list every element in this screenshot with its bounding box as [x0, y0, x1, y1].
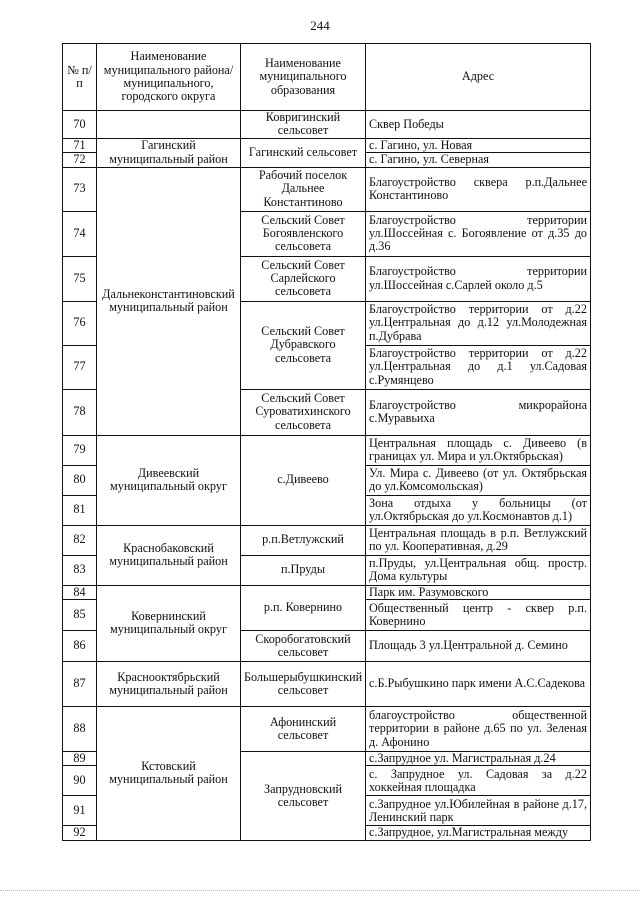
row-num: 84 — [63, 585, 97, 599]
row-municipal-formation: Сельский Совет Сарлейского сельсовета — [241, 256, 366, 301]
header-address: Адрес — [366, 44, 591, 111]
row-address: с. Гагино, ул. Новая — [366, 138, 591, 152]
table-row — [63, 707, 591, 752]
row-address: с.Запрудное ул. Магистральная д.24 — [366, 752, 591, 766]
row-municipal-district: Гагинский муниципальный район — [97, 138, 241, 167]
row-municipal-formation: п.Пруды — [241, 555, 366, 585]
header-num: № п/п — [63, 44, 97, 111]
row-num: 70 — [63, 111, 97, 139]
row-address: Благоустройство микрорайона с.Муравьиха — [366, 389, 591, 435]
row-num: 91 — [63, 796, 97, 826]
row-address: Благоустройство сквера р.п.Дальнее Константиново — [366, 167, 591, 211]
row-num: 88 — [63, 707, 97, 752]
row-address: с. Запрудное ул. Садовая за д.22 хоккейная площадка — [366, 766, 591, 796]
row-address: Благоустройство территории ул.Шоссейная с.Сарлей около д.5 — [366, 256, 591, 301]
table-row — [63, 138, 591, 152]
table-row — [63, 662, 591, 707]
row-address: Центральная площадь в р.п. Ветлужский по ул. Кооперативная, д.29 — [366, 525, 591, 555]
row-num: 83 — [63, 555, 97, 585]
row-num: 81 — [63, 495, 97, 525]
page-number: 244 — [310, 18, 330, 33]
row-address: Зона отдыха у больницы (от ул.Октябрьская до ул.Космонавтов д.1) — [366, 495, 591, 525]
row-address: Парк им. Разумовского — [366, 585, 591, 599]
table-row — [63, 167, 591, 211]
row-municipal-formation: р.п. Ковернино — [241, 585, 366, 630]
row-num: 80 — [63, 465, 97, 495]
row-municipal-district: Дальнеконстантиновский муниципальный район — [97, 167, 241, 435]
row-municipal-district — [97, 111, 241, 139]
row-municipal-formation: Сельский Совет Суроватихинского сельсовета — [241, 389, 366, 435]
row-municipal-district: Краснобаковский муниципальный район — [97, 525, 241, 585]
row-municipal-formation: Гагинский сельсовет — [241, 138, 366, 167]
row-address: Благоустройство территории от д.22 ул.Центральная до д.12 ул.Молодежная п.Дубрава — [366, 301, 591, 345]
table-row — [63, 435, 591, 465]
row-num: 86 — [63, 631, 97, 662]
row-address: с.Запрудное ул.Юбилейная в районе д.17, Ленинский парк — [366, 796, 591, 826]
row-num: 77 — [63, 345, 97, 389]
row-num: 75 — [63, 256, 97, 301]
table-header-row — [63, 44, 591, 111]
row-num: 73 — [63, 167, 97, 211]
row-num: 78 — [63, 389, 97, 435]
row-num: 72 — [63, 153, 97, 167]
registry-table — [62, 43, 591, 841]
header-municipal-district: Наименование муниципального района/ муниципального, городского округа — [97, 44, 241, 111]
row-address: Ул. Мира с. Дивеево (от ул. Октябрьская до ул.Комсомольская) — [366, 465, 591, 495]
table-row — [63, 585, 591, 599]
row-address: Площадь 3 ул.Центральной д. Семино — [366, 631, 591, 662]
table-row — [63, 111, 591, 139]
row-num: 89 — [63, 752, 97, 766]
row-municipal-district: Краснооктябрьский муниципальный район — [97, 662, 241, 707]
row-address: с.Запрудное, ул.Магистральная между — [366, 826, 591, 840]
row-address: Сквер Победы — [366, 111, 591, 139]
row-address: Благоустройство территории ул.Шоссейная с. Богоявление от д.35 до д.36 — [366, 211, 591, 256]
row-address: Центральная площадь с. Дивеево (в границах ул. Мира и ул.Октябрьская) — [366, 435, 591, 465]
row-municipal-district: Кстовский муниципальный район — [97, 707, 241, 841]
row-municipal-formation: Большерыбушкинский сельсовет — [241, 662, 366, 707]
row-municipal-formation: Ковригинский сельсовет — [241, 111, 366, 139]
row-num: 85 — [63, 600, 97, 631]
row-num: 71 — [63, 138, 97, 152]
header-municipal-formation: Наименование муниципального образования — [241, 44, 366, 111]
row-municipal-formation: Рабочий поселок Дальнее Константиново — [241, 167, 366, 211]
row-address: Общественный центр - сквер р.п. Ковернино — [366, 600, 591, 631]
table-row — [63, 525, 591, 555]
row-municipal-formation: р.п.Ветлужский — [241, 525, 366, 555]
row-municipal-formation: с.Дивеево — [241, 435, 366, 525]
row-num: 87 — [63, 662, 97, 707]
row-address: благоустройство общественной территории в районе д.65 по ул. Зеленая д. Афонино — [366, 707, 591, 752]
row-address: Благоустройство территории от д.22 ул.Центральная до д.1 ул.Садовая с.Румянцево — [366, 345, 591, 389]
row-address: с.Б.Рыбушкино парк имени А.С.Садекова — [366, 662, 591, 707]
row-num: 76 — [63, 301, 97, 345]
row-num: 79 — [63, 435, 97, 465]
row-municipal-formation: Сельский Совет Богоявленского сельсовета — [241, 211, 366, 256]
row-num: 90 — [63, 766, 97, 796]
row-municipal-formation: Скоробогатовский сельсовет — [241, 631, 366, 662]
row-num: 82 — [63, 525, 97, 555]
row-municipal-formation: Сельский Совет Дубравского сельсовета — [241, 301, 366, 389]
row-address: с. Гагино, ул. Северная — [366, 153, 591, 167]
row-municipal-district: Ковернинский муниципальный округ — [97, 585, 241, 661]
page-bottom-edge — [0, 890, 640, 891]
row-address: п.Пруды, ул.Центральная общ. простр. Дома культуры — [366, 555, 591, 585]
row-municipal-formation: Афонинский сельсовет — [241, 707, 366, 752]
row-municipal-formation: Запрудновский сельсовет — [241, 752, 366, 841]
row-num: 74 — [63, 211, 97, 256]
row-num: 92 — [63, 826, 97, 840]
row-municipal-district: Дивеевский муниципальный округ — [97, 435, 241, 525]
